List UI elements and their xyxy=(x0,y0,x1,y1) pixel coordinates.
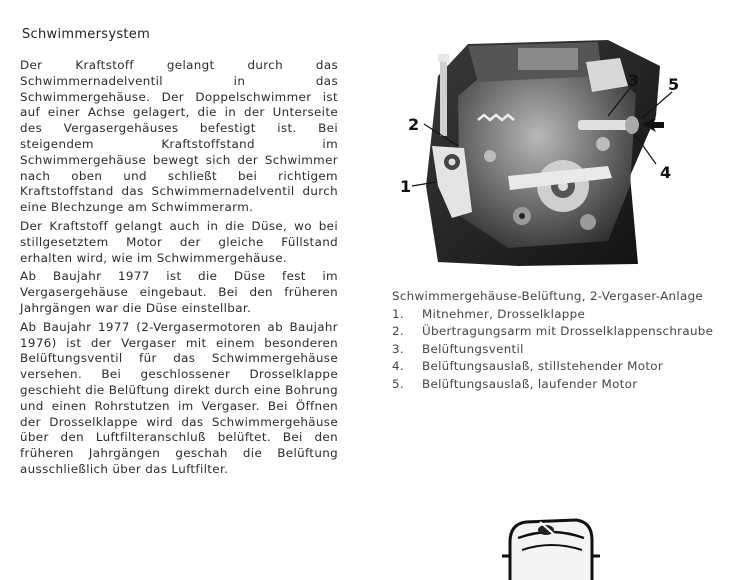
figure-legend xyxy=(392,307,722,393)
legend-number: 3. xyxy=(392,341,404,356)
legend-item xyxy=(392,307,722,323)
callout-3: 3 xyxy=(628,71,640,90)
legend-text: Übertragungsarm mit Drosselklappenschraube xyxy=(422,324,714,339)
paragraph-2: Der Kraftstoff gelangt auch in die Düse, wo bei stillgesetztem Motor der gleiche Füllstand erhalten wird, wie im Schwimmergehäuse. xyxy=(20,218,338,265)
body-text xyxy=(20,58,338,481)
callout-2: 2 xyxy=(408,115,420,134)
float-chamber-drawing xyxy=(496,512,606,580)
callout-5: 5 xyxy=(668,75,680,94)
float-chamber-illustration xyxy=(496,512,606,580)
legend-number: 2. xyxy=(392,324,404,339)
paragraph-4: Ab Baujahr 1977 (2-Vergasermotoren ab Baujahr 1976) ist der Vergaser mit einem besonderen Belüftungsventil für das Schwimmergehäuse versehen. Bei geschlossener Drosselklappe geschieht die Belüftung direkt durch eine Bohrung und einen Rohrstutzen im Vergaser. Bei Öffnen der Drosselklappe wird das Schwimmergehäuse über den Luftfilteranschluß belüftet. Bei den früheren Jahrgängen geschah die Belüftung ausschließlich über das Luftfilter. xyxy=(20,319,338,476)
caption-title: Schwimmergehäuse-Belüftung, 2-Vergaser-Anlage xyxy=(392,289,704,303)
callout-1: 1 xyxy=(400,177,412,196)
figure-caption xyxy=(392,289,722,395)
section-title: Schwimmersystem xyxy=(22,27,151,42)
callout-4: 4 xyxy=(660,163,672,182)
legend-item xyxy=(392,342,722,358)
legend-number: 5. xyxy=(392,376,404,391)
legend-item xyxy=(392,377,722,393)
legend-text: Belüftungsauslaß, stillstehender Motor xyxy=(422,359,664,374)
carburetor-photo xyxy=(398,36,740,266)
legend-number: 1. xyxy=(392,306,404,321)
legend-text: Belüftungsventil xyxy=(422,341,524,356)
legend-number: 4. xyxy=(392,359,404,374)
legend-text: Belüftungsauslaß, laufender Motor xyxy=(422,376,638,391)
legend-item xyxy=(392,324,722,340)
paragraph-3: Ab Baujahr 1977 ist die Düse fest im Vergasergehäuse eingebaut. Bei den früheren Jahrgängen war die Düse einstellbar. xyxy=(20,269,338,315)
paragraph-1: Der Kraftstoff gelangt durch das Schwimmernadelventil in das Schwimmergehäuse. Der Doppelschwimmer ist auf einer Achse gelagert, die in der Unterseite des Vergasergehäuses befestigt ist. Bei steigendem Kraftstoffstand im Schwimmergehäuse bewegt sich der Schwimmer nach oben und schließt bei richtigem Kraftstoffstand das Schwimmernadelventil durch eine Blechzunge am Schwimmerarm. xyxy=(20,58,338,215)
legend-item xyxy=(392,359,722,375)
legend-text: Mitnehmer, Drosselklappe xyxy=(422,306,586,321)
carburetor-illustration xyxy=(398,36,740,266)
